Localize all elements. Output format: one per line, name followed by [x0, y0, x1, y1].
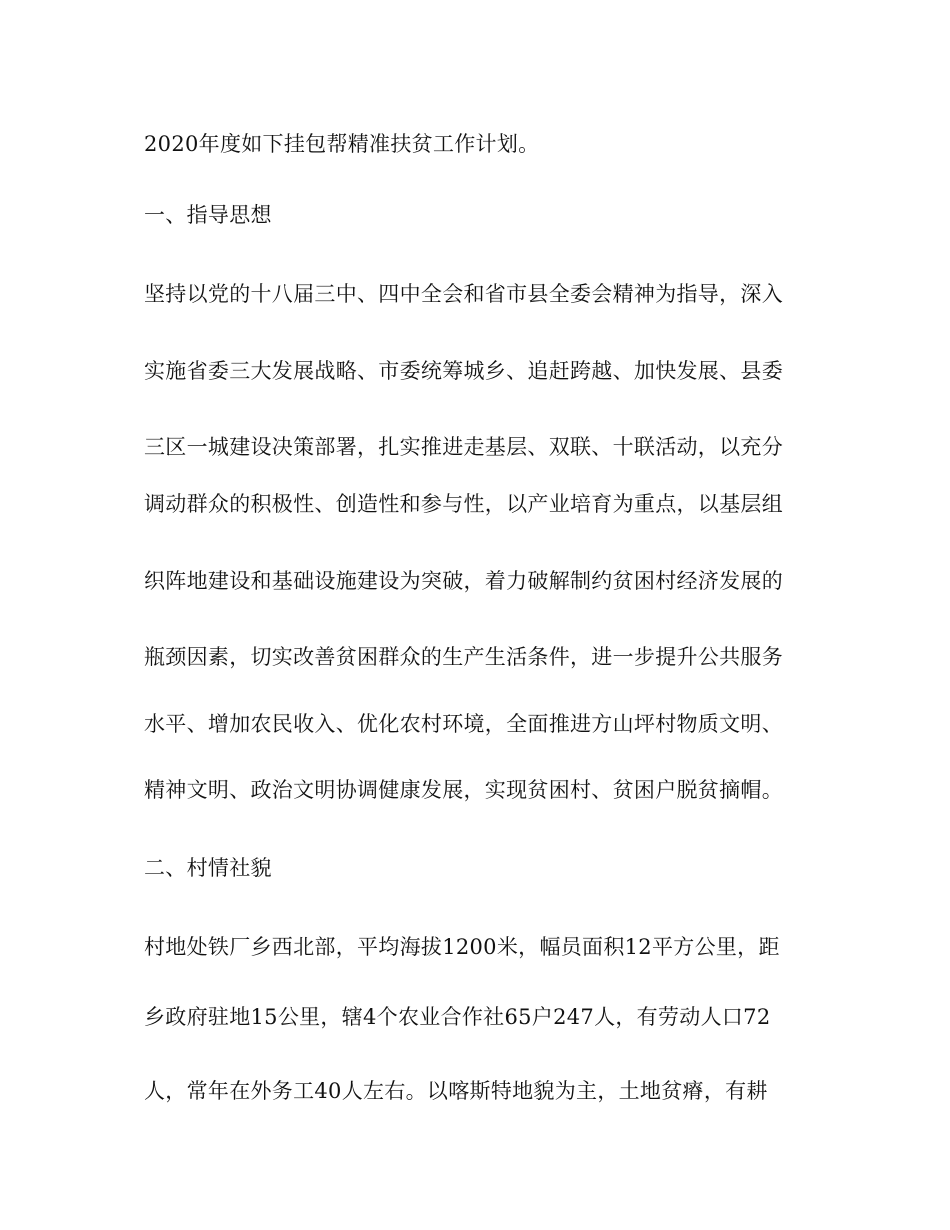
paragraph-line: 实施省委三大发展战略、市委统筹城乡、追赶跨越、加快发展、县委: [144, 359, 783, 383]
intro-line: 2020年度如下挂包帮精准扶贫工作计划。: [144, 132, 540, 156]
paragraph-line: 瓶颈因素，切实改善贫困群众的生产生活条件，进一步提升公共服务: [144, 645, 783, 669]
section-heading-village-profile: 二、村情社貌: [144, 856, 272, 880]
paragraph-line: 村地处铁厂乡西北部，平均海拔1200米，幅员面积12平方公里，距: [144, 935, 780, 959]
paragraph-line: 精神文明、政治文明协调健康发展，实现贫困村、贫困户脱贫摘帽。: [144, 778, 783, 802]
paragraph-line: 人，常年在外务工40人左右。以喀斯特地貌为主，土地贫瘠，有耕: [144, 1079, 768, 1103]
section-heading-guiding-ideology: 一、指导思想: [144, 203, 272, 227]
paragraph-line: 乡政府驻地15公里，辖4个农业合作社65户247人，有劳动人口72: [144, 1005, 771, 1029]
paragraph-line: 织阵地建设和基础设施建设为突破，着力破解制约贫困村经济发展的: [144, 569, 783, 593]
paragraph-line: 坚持以党的十八届三中、四中全会和省市县全委会精神为指导，深入: [144, 282, 783, 306]
paragraph-line: 水平、增加农民收入、优化农村环境，全面推进方山坪村物质文明、: [144, 712, 783, 736]
paragraph-line: 调动群众的积极性、创造性和参与性，以产业培育为重点，以基层组: [144, 492, 783, 516]
paragraph-line: 三区一城建设决策部署，扎实推进走基层、双联、十联活动，以充分: [144, 435, 783, 459]
